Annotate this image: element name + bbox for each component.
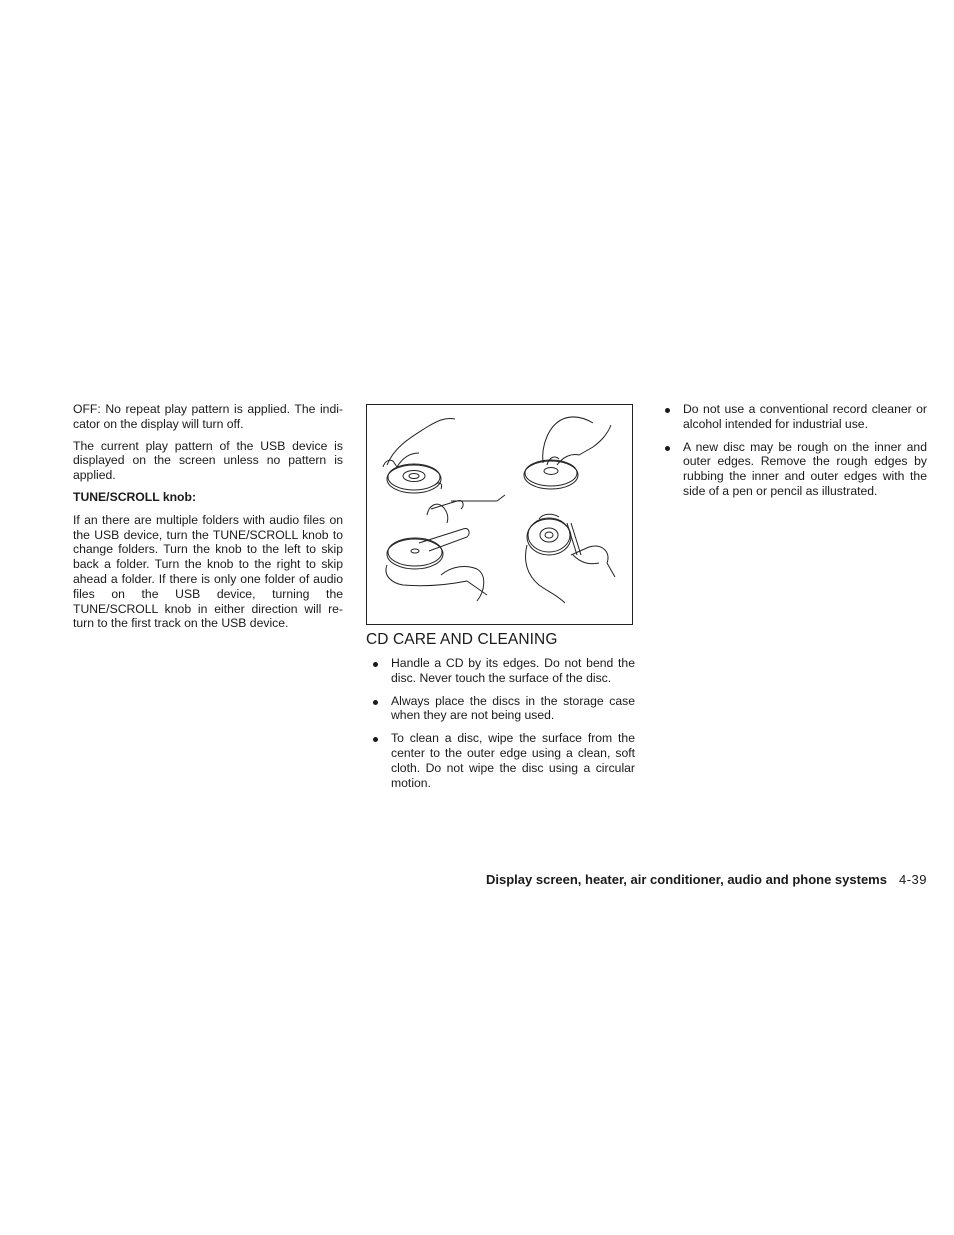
disc-edge-pencil-sketch [526,514,616,603]
middle-column [366,404,635,798]
bullet-icon [373,737,378,742]
bullet-text: Always place the discs in the storage case when they are not being used. [391,693,635,723]
list-item [665,440,927,499]
bullet-text: To clean a disc, wipe the surface from the center to the outer edge using a clean, soft cloth. Do not wipe the disc using a circular motion. [391,731,635,790]
disc-center-hold-sketch [524,417,611,489]
tune-scroll-paragraph: If an there are multiple folders with audio files on the USB device, turn the TUNE/SCROLL knob to change folders. Turn the knob to the left to skip back a folder. Turn the knob to the right to skip ahead a folder. If there is only one folder of audio files on the USB device, turning the TUNE/SCROLL knob in either direction will re-turn to the first track on the USB device. [73,512,343,631]
cd-care-list [366,656,635,790]
bullet-icon [373,700,378,705]
footer-section-title: Display screen, heater, air conditioner, audio and phone systems [486,872,887,887]
right-column [665,402,927,507]
left-column [73,402,343,638]
play-pattern-paragraph: The current play pattern of the USB device is displayed on the screen unless no pattern is applied. [73,438,343,483]
bullet-icon [665,408,670,413]
bullet-text: A new disc may be rough on the inner and outer edges. Remove the rough edges by rubbing the inner and outer edges with the side of a pen or pencil as illustrated. [683,439,927,498]
bullet-icon [665,446,670,451]
cd-handling-illustration [366,404,633,625]
list-item [366,694,635,724]
list-item [366,731,635,790]
list-item [665,402,927,432]
list-item [366,656,635,686]
bullet-text: Do not use a conventional record cleaner or alcohol intended for industrial use. [683,402,927,431]
bullet-text: Handle a CD by its edges. Do not bend the disc. Never touch the surface of the disc. [391,656,635,685]
disc-held-by-edge-sketch [383,418,455,493]
disc-wiping-sketch [386,495,505,601]
tune-scroll-heading: TUNE/SCROLL knob: [73,489,196,504]
cd-handling-drawing [367,405,634,626]
cd-care-list-continued [665,402,927,499]
repeat-off-paragraph: OFF: No repeat play pattern is applied. The indi-cator on the display will turn off. [73,402,343,431]
page-footer [486,872,927,888]
cd-care-title: CD CARE AND CLEANING [366,631,558,648]
page-number: 4-39 [898,872,927,887]
bullet-icon [373,662,378,667]
